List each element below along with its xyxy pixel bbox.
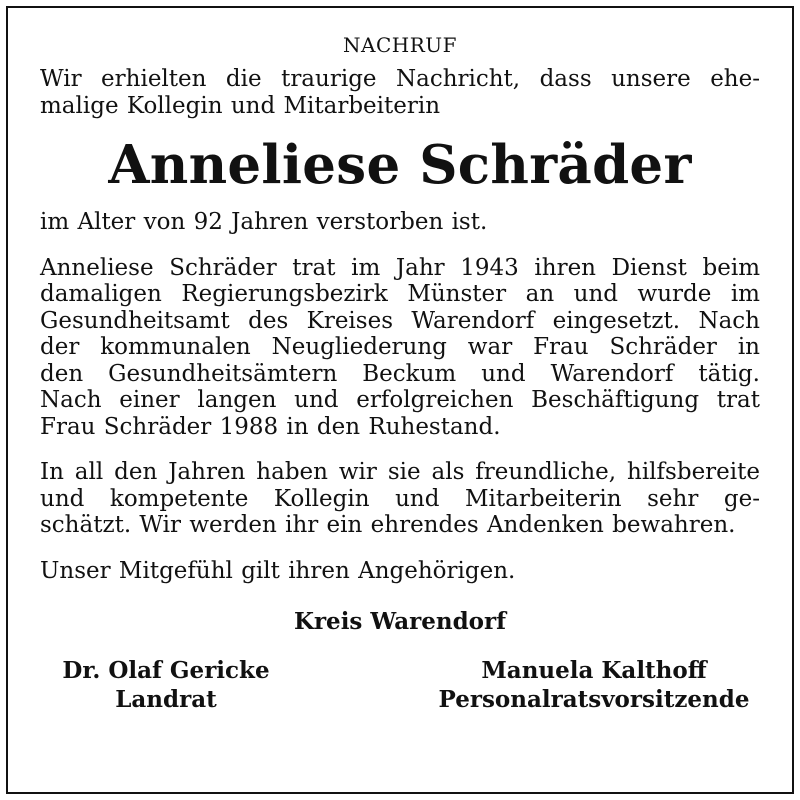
signatory-right bbox=[404, 656, 784, 714]
tribute-line: schätzt. Wir werden ihr ein ehrendes Andenken bewahren. bbox=[40, 512, 736, 538]
age-line: im Alter von 92 Jahren verstorben ist. bbox=[40, 209, 488, 235]
tribute-line: und kompetente Kollegin und Mitarbeiterin sehr ge- bbox=[40, 485, 760, 512]
signatory-title: Personalratsvorsitzende bbox=[438, 686, 750, 713]
bio-line: Anneliese Schräder trat im Jahr 1943 ihren Dienst beim bbox=[40, 254, 760, 281]
bio-line: damaligen Regierungsbezirk Münster an und wurde im bbox=[40, 281, 760, 307]
obituary-notice bbox=[40, 32, 760, 714]
signature-block bbox=[40, 656, 760, 714]
bio-paragraph bbox=[40, 255, 760, 441]
bio-line: den Gesundheitsämtern Beckum und Warendorf tätig. bbox=[40, 360, 760, 387]
signatory-name: Dr. Olaf Gericke bbox=[62, 657, 270, 684]
intro-line: malige Kollegin und Mitarbeiterin bbox=[40, 92, 441, 119]
notice-heading: NACHRUF bbox=[343, 33, 457, 57]
tribute-line: In all den Jahren haben wir sie als freundliche, hilfsbereite bbox=[40, 459, 760, 485]
bio-line: Gesundheitsamt des Kreises Warendorf eingesetzt. Nach bbox=[40, 307, 760, 334]
tribute-paragraph bbox=[40, 459, 760, 539]
bio-line: der kommunalen Neugliederung war Frau Schräder in bbox=[40, 334, 760, 360]
signatory-name: Manuela Kalthoff bbox=[481, 657, 707, 684]
signatory-title: Landrat bbox=[115, 686, 217, 713]
bio-line: Nach einer langen und erfolgreichen Beschäftigung trat bbox=[40, 387, 760, 413]
signatory-left bbox=[26, 656, 306, 714]
bio-line: Frau Schräder 1988 in den Ruhestand. bbox=[40, 413, 501, 440]
deceased-name: Anneliese Schräder bbox=[108, 134, 692, 196]
intro-line: Wir erhielten die traurige Nachricht, dass unsere ehe- bbox=[40, 66, 760, 92]
organization-name: Kreis Warendorf bbox=[293, 608, 507, 635]
intro-paragraph bbox=[40, 66, 760, 119]
condolence-line: Unser Mitgefühl gilt ihren Angehörigen. bbox=[40, 557, 516, 584]
